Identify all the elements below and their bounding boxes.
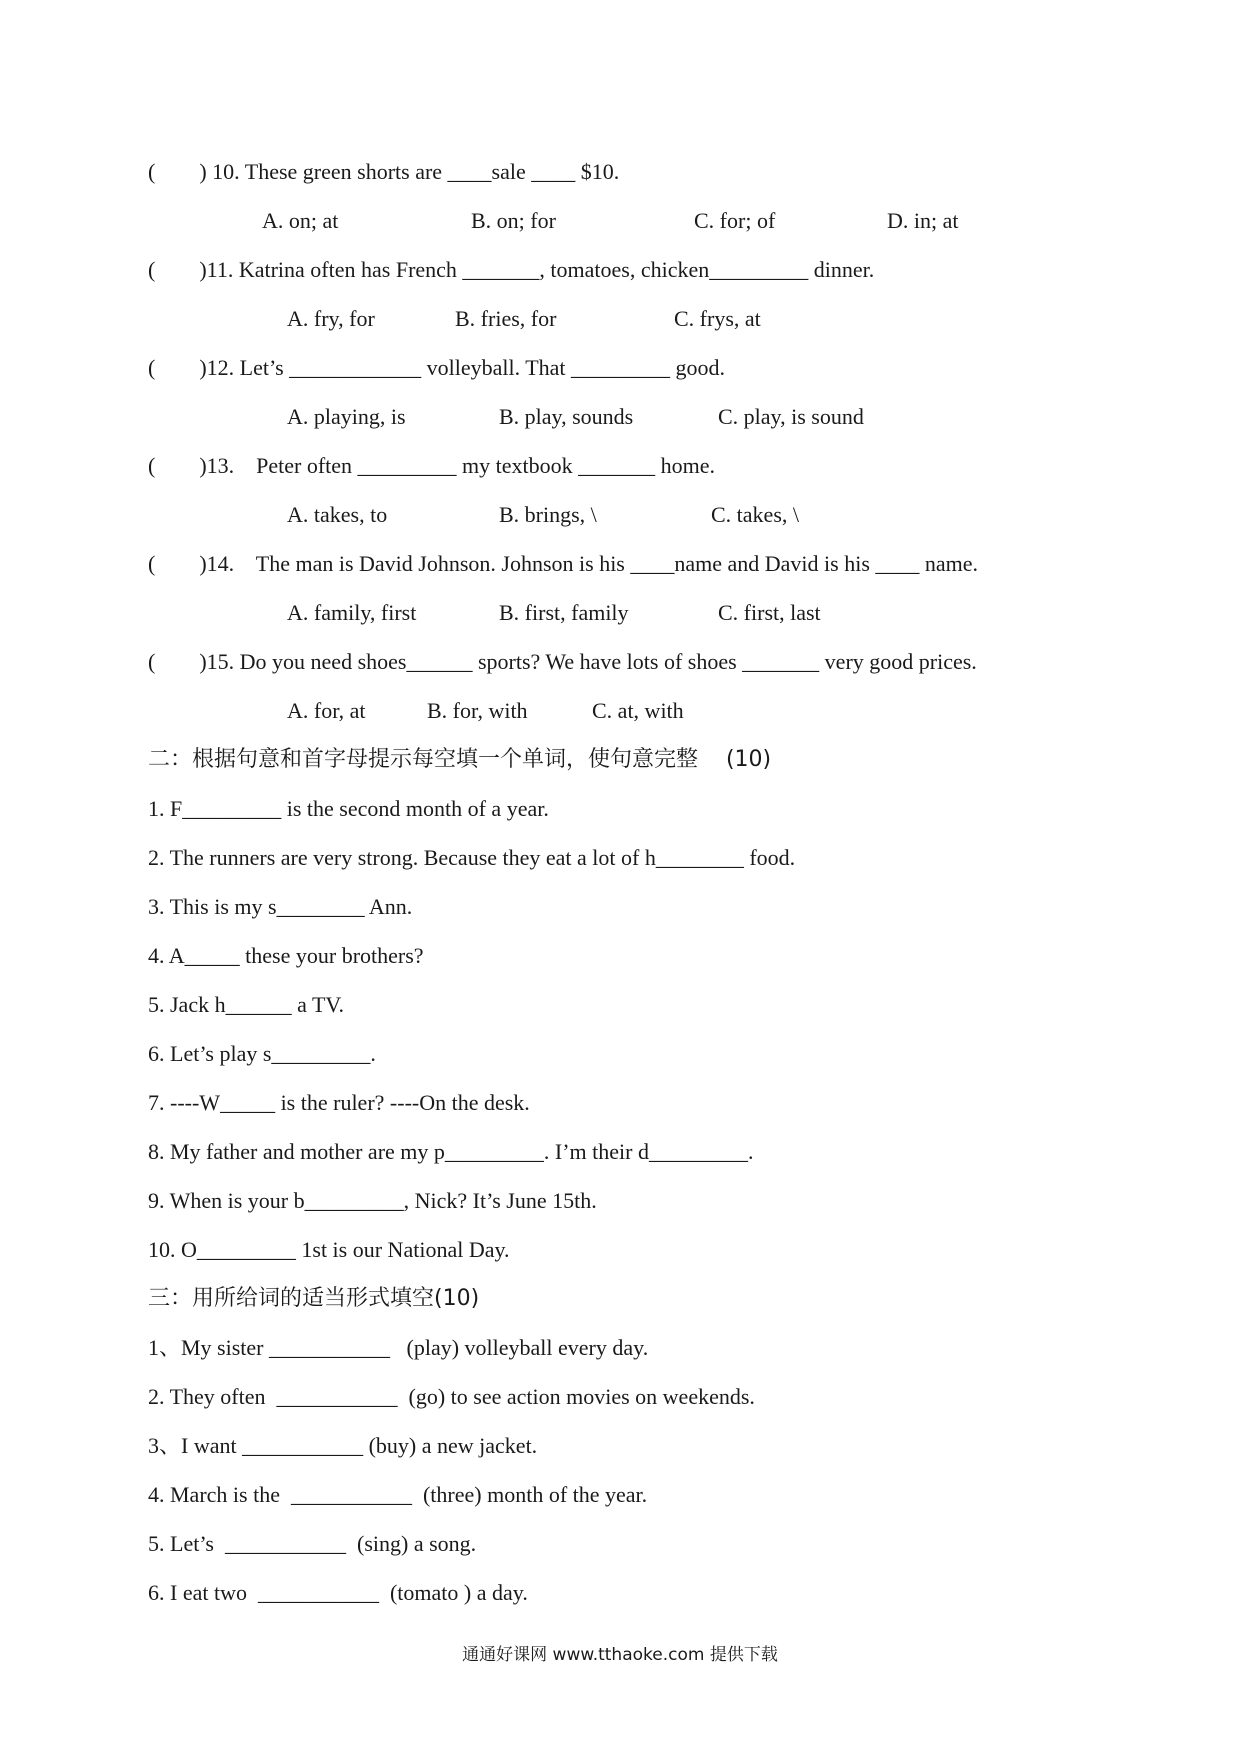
question-stem: ( ) 10. These green shorts are ____sale ____ $10. <box>148 159 620 184</box>
option-a: A. for, at <box>287 698 366 723</box>
section-2-item-7: 7. ----W_____ is the ruler? ----On the desk. <box>148 1090 530 1115</box>
option-c: C. takes, \ <box>711 502 799 527</box>
section-2-item-5: 5. Jack h______ a TV. <box>148 992 344 1017</box>
section-2-item-6: 6. Let’s play s_________. <box>148 1041 376 1066</box>
section-3-item-1: 1、My sister ___________ (play) volleyball every day. <box>148 1335 649 1360</box>
question-stem: ( )14. The man is David Johnson. Johnson is his ____name and David is his ____ name. <box>148 551 979 576</box>
section-3-item-3: 3、I want ___________ (buy) a new jacket. <box>148 1433 538 1458</box>
option-a: A. on; at <box>262 208 339 233</box>
section-3-item-2: 2. They often ___________ (go) to see action movies on weekends. <box>148 1384 755 1409</box>
section-2-item-10: 10. O_________ 1st is our National Day. <box>148 1237 510 1262</box>
section-3-item-5: 5. Let’s ___________ (sing) a song. <box>148 1531 477 1556</box>
section-2-heading: 二：根据句意和首字母提示每空填一个单词，使句意完整 (10) <box>148 747 772 772</box>
question-stem: ( )15. Do you need shoes______ sports? We have lots of shoes _______ very good prices. <box>148 649 977 674</box>
option-a: A. family, first <box>287 600 417 625</box>
option-b: B. on; for <box>471 208 556 233</box>
question-stem: ( )13. Peter often _________ my textbook _______ home. <box>148 453 716 478</box>
option-c: C. first, last <box>718 600 821 625</box>
option-b: B. first, family <box>499 600 629 625</box>
option-d: D. in; at <box>887 208 959 233</box>
option-a: A. playing, is <box>287 404 406 429</box>
page-footer: 通通好课网 www.tthaoke.com 提供下载 <box>462 1645 778 1665</box>
option-a: A. fry, for <box>287 306 375 331</box>
section-3-item-6: 6. I eat two ___________ (tomato ) a day. <box>148 1580 528 1605</box>
option-c: C. at, with <box>592 698 684 723</box>
option-b: B. fries, for <box>455 306 557 331</box>
question-stem: ( )12. Let’s ____________ volleyball. That _________ good. <box>148 355 726 380</box>
option-b: B. for, with <box>427 698 528 723</box>
option-c: C. for; of <box>694 208 776 233</box>
section-3-item-4: 4. March is the ___________ (three) month of the year. <box>148 1482 648 1507</box>
section-2-item-9: 9. When is your b_________, Nick? It’s June 15th. <box>148 1188 597 1213</box>
section-2-item-8: 8. My father and mother are my p_________. I’m their d_________. <box>148 1139 754 1164</box>
section-3-heading: 三：用所给词的适当形式填空(10) <box>148 1286 480 1311</box>
section-2-item-4: 4. A_____ these your brothers? <box>148 943 424 968</box>
question-stem: ( )11. Katrina often has French _______, tomatoes, chicken_________ dinner. <box>148 257 875 282</box>
option-b: B. play, sounds <box>499 404 634 429</box>
section-2-item-3: 3. This is my s________ Ann. <box>148 894 413 919</box>
option-c: C. play, is sound <box>718 404 864 429</box>
option-b: B. brings, \ <box>499 502 597 527</box>
section-2-item-1: 1. F_________ is the second month of a year. <box>148 796 549 821</box>
option-c: C. frys, at <box>674 306 761 331</box>
option-a: A. takes, to <box>287 502 388 527</box>
section-2-item-2: 2. The runners are very strong. Because they eat a lot of h________ food. <box>148 845 796 870</box>
